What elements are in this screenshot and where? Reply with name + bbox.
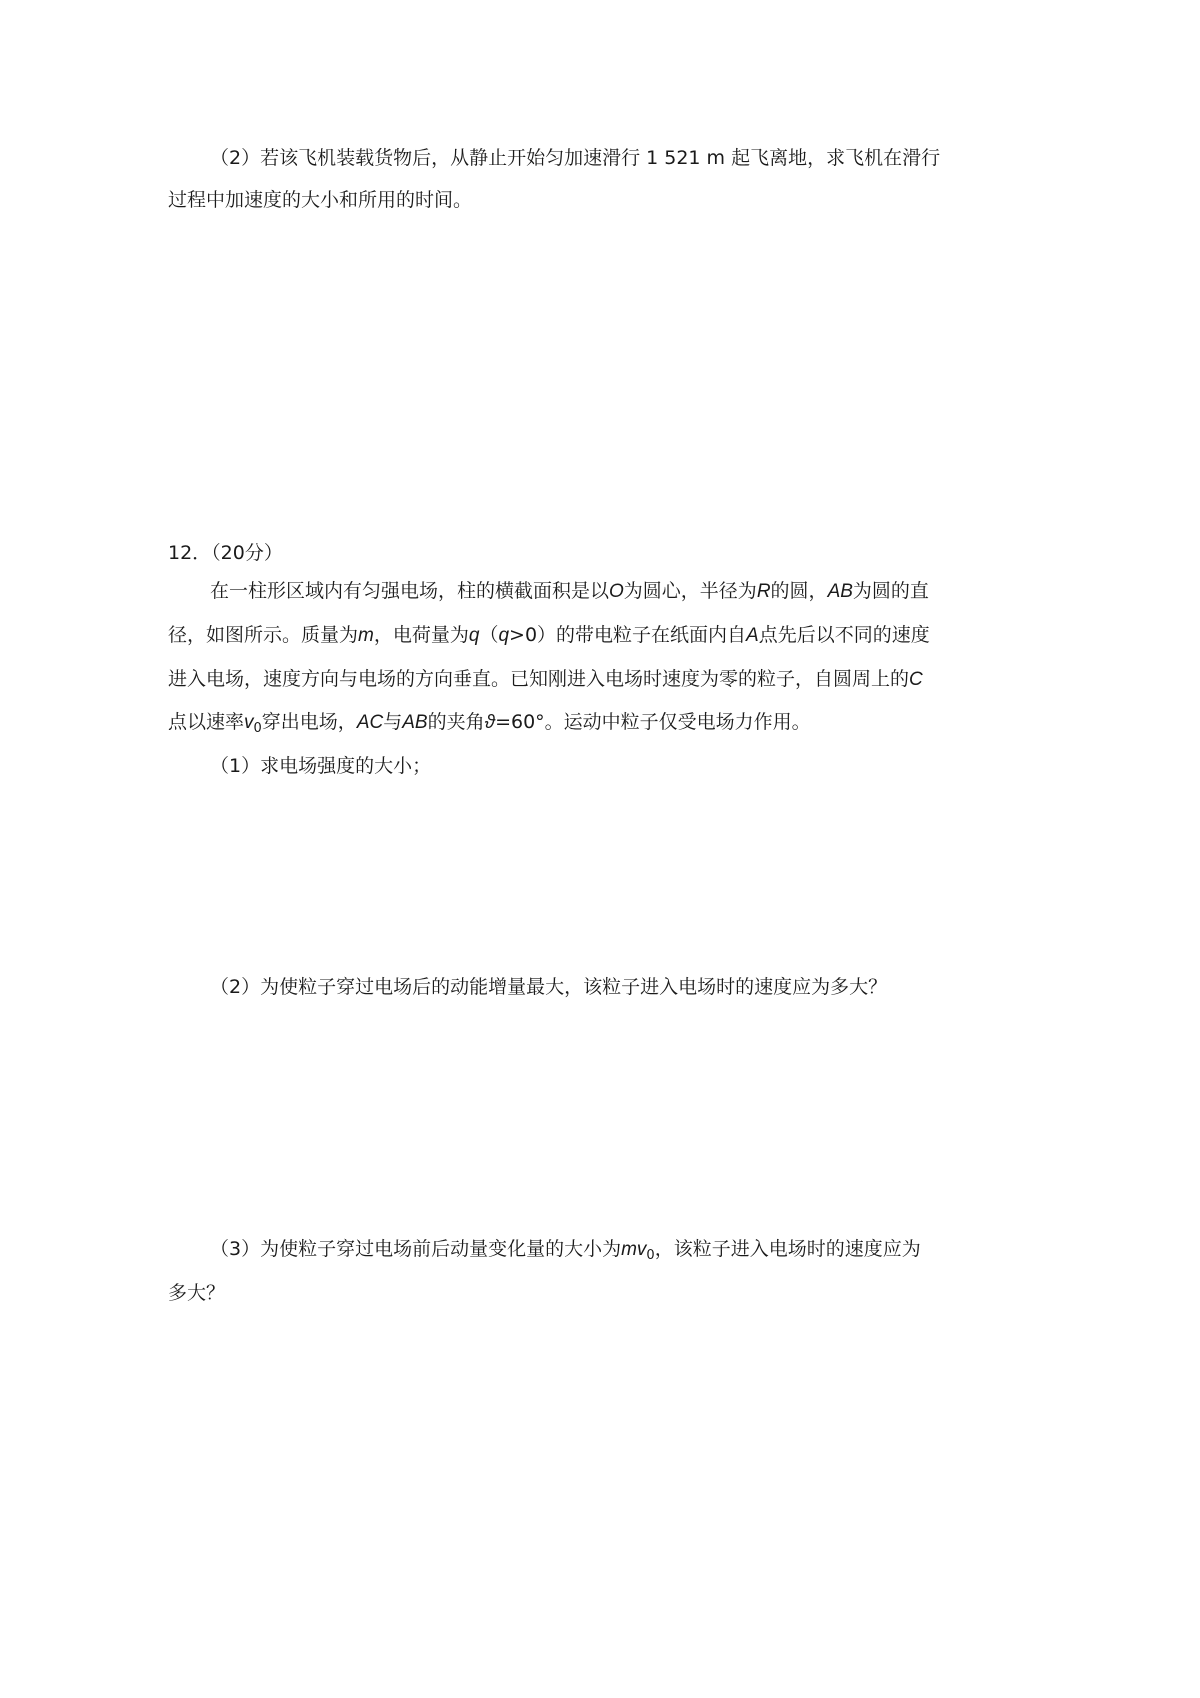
symbol-A: A (746, 625, 759, 646)
q12-part2: （2）为使粒子穿过电场后的动能增量最大，该粒子进入电场时的速度应为多大？ (210, 976, 888, 998)
symbol-AC: AC (356, 712, 384, 733)
q12-intro-line1 (210, 579, 929, 604)
text: 的圆， (770, 580, 828, 602)
q12-part1: （1）求电场强度的大小； (210, 755, 432, 777)
text: 点先后以不同的速度 (758, 624, 930, 646)
symbol-v: v (244, 712, 254, 733)
question-12-header: 12．（20分） (168, 542, 283, 564)
text: （3）为使粒子穿过电场前后动量变化量的大小为 (210, 1238, 622, 1260)
text: 的夹角 (427, 711, 485, 733)
subscript: 0 (253, 721, 262, 736)
q12-intro-line4 (168, 710, 811, 735)
symbol-O: O (609, 581, 624, 602)
q12-intro-line3 (168, 667, 923, 692)
text: >0）的带电粒子在纸面内自 (509, 624, 747, 646)
symbol-m: m (358, 625, 374, 646)
text: 径，如图所示。质量为 (168, 624, 359, 646)
text: 穿出电场， (261, 711, 357, 733)
text: =60°。运动中粒子仅受电场力作用。 (495, 711, 811, 733)
text: 进入电场，速度方向与电场的方向垂直。已知刚进入电场时速度为零的粒子，自圆周上的 (168, 668, 910, 690)
text: 与 (383, 711, 403, 733)
symbol-AB: AB (402, 712, 428, 733)
symbol-R: R (756, 581, 771, 602)
symbol-C: C (909, 669, 923, 690)
symbol-q: q (498, 625, 510, 646)
text: 为圆的直 (852, 580, 929, 602)
q11-part2-line2: 过程中加速度的大小和所用的时间。 (168, 189, 473, 211)
symbol-theta: ϑ (484, 712, 496, 733)
symbol-q: q (468, 625, 480, 646)
text: ，该粒子进入电场时的速度应为 (654, 1238, 921, 1260)
symbol-mv: mv (621, 1239, 647, 1260)
text: 为圆心，半径为 (623, 580, 757, 602)
q11-part2-line1: （2）若该飞机装载货物后，从静止开始匀加速滑行 1 521 m 起飞离地，求飞机在滑行 (210, 147, 941, 169)
text: 在一柱形区域内有匀强电场，柱的横截面积是以 (210, 580, 610, 602)
q12-part3-line1 (210, 1237, 921, 1262)
text: 点以速率 (168, 711, 245, 733)
symbol-AB: AB (827, 581, 853, 602)
text: ，电荷量为 (373, 624, 469, 646)
q12-part3-line2: 多大？ (168, 1282, 226, 1304)
subscript: 0 (646, 1248, 655, 1263)
text: （ (479, 624, 499, 646)
q12-intro-line2 (168, 623, 930, 648)
